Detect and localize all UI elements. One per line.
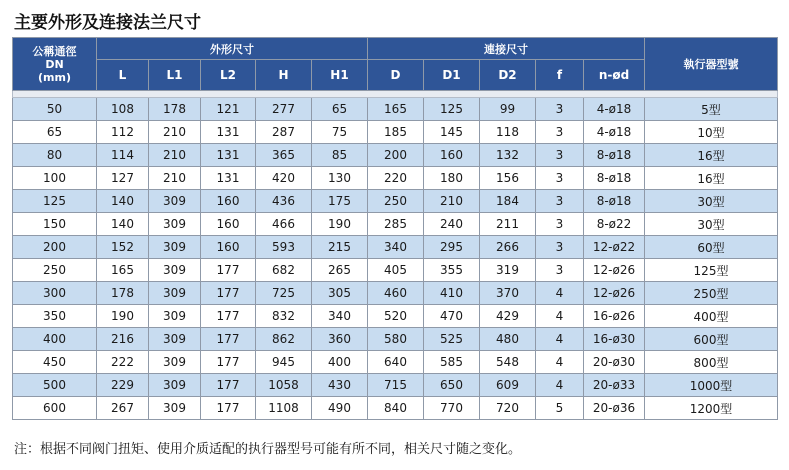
table-cell: 180: [424, 167, 480, 190]
table-cell: 305: [312, 282, 368, 305]
table-cell: 3: [536, 144, 584, 167]
table-cell: 75: [312, 121, 368, 144]
table-cell: 130: [312, 167, 368, 190]
table-cell: 370: [480, 282, 536, 305]
table-cell: 600型: [645, 328, 778, 351]
header-col-d2: D2: [480, 60, 536, 91]
table-cell: 210: [149, 167, 201, 190]
table-cell: 190: [312, 213, 368, 236]
table-cell: 131: [201, 167, 256, 190]
table-cell: 210: [149, 144, 201, 167]
table-cell: 460: [368, 282, 424, 305]
table-cell: 309: [149, 351, 201, 374]
table-cell: 400: [13, 328, 97, 351]
table-cell: 160: [424, 144, 480, 167]
table-cell: 715: [368, 374, 424, 397]
table-cell: 725: [256, 282, 312, 305]
table-cell: 250型: [645, 282, 778, 305]
table-cell: 309: [149, 190, 201, 213]
table-cell: 20-ø36: [584, 397, 645, 420]
table-cell: 8-ø18: [584, 167, 645, 190]
table-cell: 165: [97, 259, 149, 282]
table-row: [13, 351, 778, 374]
table-cell: 118: [480, 121, 536, 144]
table-row: [13, 236, 778, 259]
table-cell: 50: [13, 98, 97, 121]
table-cell: 265: [312, 259, 368, 282]
table-cell: 125: [424, 98, 480, 121]
header-col-d1: D1: [424, 60, 480, 91]
table-row: [13, 305, 778, 328]
header-col-d: D: [368, 60, 424, 91]
table-cell: 177: [201, 374, 256, 397]
table-cell: 309: [149, 236, 201, 259]
header-col-f: f: [536, 60, 584, 91]
table-cell: 266: [480, 236, 536, 259]
table-cell: 131: [201, 121, 256, 144]
table-cell: 140: [97, 190, 149, 213]
table-cell: 609: [480, 374, 536, 397]
table-cell: 165: [368, 98, 424, 121]
table-cell: 177: [201, 282, 256, 305]
table-cell: 1000型: [645, 374, 778, 397]
table-cell: 30型: [645, 190, 778, 213]
page-title: 主要外形及连接法兰尺寸: [14, 13, 201, 33]
table-cell: 20-ø33: [584, 374, 645, 397]
table-row: [13, 374, 778, 397]
table-cell: 145: [424, 121, 480, 144]
footnote: 注：根据不同阀门扭矩、使用介质适配的执行器型号可能有所不同，相关尺寸随之变化。: [14, 442, 522, 457]
header-dn-line1: 公稱通徑: [32, 44, 77, 58]
table-cell: 309: [149, 259, 201, 282]
table-cell: 229: [97, 374, 149, 397]
table-row: [13, 190, 778, 213]
table-cell: 490: [312, 397, 368, 420]
table-cell: 16型: [645, 144, 778, 167]
table-cell: 466: [256, 213, 312, 236]
table-cell: 295: [424, 236, 480, 259]
table-cell: 287: [256, 121, 312, 144]
table-cell: 114: [97, 144, 149, 167]
table-cell: 277: [256, 98, 312, 121]
table-cell: 250: [13, 259, 97, 282]
table-cell: 420: [256, 167, 312, 190]
table-cell: 160: [201, 190, 256, 213]
table-cell: 200: [368, 144, 424, 167]
table-cell: 211: [480, 213, 536, 236]
table-cell: 450: [13, 351, 97, 374]
header-dn: [13, 38, 97, 91]
table-cell: 99: [480, 98, 536, 121]
header-outline-group: 外形尺寸: [97, 38, 368, 60]
table-cell: 436: [256, 190, 312, 213]
header-col-h: H: [256, 60, 312, 91]
table-cell: 152: [97, 236, 149, 259]
table-cell: 177: [201, 351, 256, 374]
table-cell: 200: [13, 236, 97, 259]
table-cell: 800型: [645, 351, 778, 374]
table-row: [13, 328, 778, 351]
table-cell: 365: [256, 144, 312, 167]
table-row: [13, 213, 778, 236]
table-cell: 682: [256, 259, 312, 282]
table-cell: 3: [536, 236, 584, 259]
table-cell: 175: [312, 190, 368, 213]
table-cell: 580: [368, 328, 424, 351]
header-col-l1: L1: [149, 60, 201, 91]
table-cell: 720: [480, 397, 536, 420]
table-cell: 85: [312, 144, 368, 167]
table-cell: 178: [149, 98, 201, 121]
table-cell: 3: [536, 121, 584, 144]
table-cell: 862: [256, 328, 312, 351]
table-cell: 215: [312, 236, 368, 259]
table-cell: 222: [97, 351, 149, 374]
table-row: [13, 121, 778, 144]
table-cell: 400型: [645, 305, 778, 328]
table-cell: 3: [536, 259, 584, 282]
table-row: [13, 397, 778, 420]
table-cell: 125: [13, 190, 97, 213]
table-cell: 4: [536, 374, 584, 397]
table-cell: 410: [424, 282, 480, 305]
table-cell: 5: [536, 397, 584, 420]
table-cell: 840: [368, 397, 424, 420]
table-cell: 30型: [645, 213, 778, 236]
table-cell: 585: [424, 351, 480, 374]
table-cell: 4-ø18: [584, 121, 645, 144]
header-dn-line3: (mm): [38, 70, 71, 84]
dimension-table: [12, 37, 778, 420]
table-cell: 16-ø26: [584, 305, 645, 328]
table-cell: 309: [149, 213, 201, 236]
table-cell: 650: [424, 374, 480, 397]
table-cell: 593: [256, 236, 312, 259]
table-cell: 177: [201, 305, 256, 328]
table-cell: 184: [480, 190, 536, 213]
table-cell: 8-ø18: [584, 190, 645, 213]
table-cell: 400: [312, 351, 368, 374]
table-cell: 8-ø22: [584, 213, 645, 236]
table-cell: 1058: [256, 374, 312, 397]
table-row: [13, 144, 778, 167]
header-spacer-row: [13, 91, 778, 98]
table-cell: 430: [312, 374, 368, 397]
table-cell: 16型: [645, 167, 778, 190]
table-cell: 80: [13, 144, 97, 167]
table-cell: 4: [536, 282, 584, 305]
header-col-l2: L2: [201, 60, 256, 91]
table-cell: 177: [201, 259, 256, 282]
table-cell: 309: [149, 374, 201, 397]
header-actuator: 執行器型號: [645, 38, 778, 91]
table-cell: 548: [480, 351, 536, 374]
table-cell: 16-ø30: [584, 328, 645, 351]
table-cell: 131: [201, 144, 256, 167]
table-cell: 20-ø30: [584, 351, 645, 374]
table-cell: 470: [424, 305, 480, 328]
table-cell: 285: [368, 213, 424, 236]
table-cell: 3: [536, 98, 584, 121]
table-cell: 600: [13, 397, 97, 420]
table-row: [13, 282, 778, 305]
header-col-l: L: [97, 60, 149, 91]
table-cell: 12-ø26: [584, 259, 645, 282]
table-cell: 210: [149, 121, 201, 144]
table-cell: 3: [536, 213, 584, 236]
table-cell: 178: [97, 282, 149, 305]
table-cell: 267: [97, 397, 149, 420]
table-cell: 300: [13, 282, 97, 305]
table-cell: 216: [97, 328, 149, 351]
table-cell: 360: [312, 328, 368, 351]
table-cell: 429: [480, 305, 536, 328]
table-cell: 132: [480, 144, 536, 167]
table-row: [13, 259, 778, 282]
table-cell: 100: [13, 167, 97, 190]
table-cell: 125型: [645, 259, 778, 282]
table-cell: 177: [201, 397, 256, 420]
table-row: [13, 167, 778, 190]
table-cell: 3: [536, 190, 584, 213]
table-cell: 8-ø18: [584, 144, 645, 167]
table-cell: 4: [536, 328, 584, 351]
table-cell: 309: [149, 305, 201, 328]
table-cell: 832: [256, 305, 312, 328]
table-cell: 12-ø26: [584, 282, 645, 305]
table-cell: 112: [97, 121, 149, 144]
table-cell: 309: [149, 397, 201, 420]
table-cell: 210: [424, 190, 480, 213]
table-cell: 4: [536, 305, 584, 328]
spacer-cell: [13, 91, 778, 98]
table-cell: 10型: [645, 121, 778, 144]
table-cell: 5型: [645, 98, 778, 121]
table-cell: 108: [97, 98, 149, 121]
table-cell: 4: [536, 351, 584, 374]
table-cell: 520: [368, 305, 424, 328]
table-cell: 945: [256, 351, 312, 374]
table-cell: 355: [424, 259, 480, 282]
table-cell: 185: [368, 121, 424, 144]
table-cell: 160: [201, 213, 256, 236]
table-row: [13, 98, 778, 121]
table-cell: 309: [149, 282, 201, 305]
table-cell: 150: [13, 213, 97, 236]
header-col-nd: n-ød: [584, 60, 645, 91]
table-cell: 156: [480, 167, 536, 190]
header-dn-line2: DN: [45, 57, 64, 71]
header-connect-group: 連接尺寸: [368, 38, 645, 60]
table-cell: 140: [97, 213, 149, 236]
table-cell: 525: [424, 328, 480, 351]
table-cell: 319: [480, 259, 536, 282]
table-cell: 240: [424, 213, 480, 236]
table-cell: 190: [97, 305, 149, 328]
table-cell: 500: [13, 374, 97, 397]
table-cell: 3: [536, 167, 584, 190]
table-cell: 177: [201, 328, 256, 351]
table-cell: 350: [13, 305, 97, 328]
table-cell: 65: [312, 98, 368, 121]
table-cell: 65: [13, 121, 97, 144]
table-cell: 160: [201, 236, 256, 259]
table-cell: 770: [424, 397, 480, 420]
header-col-h1: H1: [312, 60, 368, 91]
table-cell: 405: [368, 259, 424, 282]
table-cell: 4-ø18: [584, 98, 645, 121]
table-cell: 640: [368, 351, 424, 374]
table-cell: 340: [368, 236, 424, 259]
table-cell: 250: [368, 190, 424, 213]
table-cell: 309: [149, 328, 201, 351]
table-cell: 60型: [645, 236, 778, 259]
table-cell: 340: [312, 305, 368, 328]
table-cell: 127: [97, 167, 149, 190]
table-cell: 1200型: [645, 397, 778, 420]
table-cell: 121: [201, 98, 256, 121]
table-cell: 220: [368, 167, 424, 190]
table-cell: 12-ø22: [584, 236, 645, 259]
table-cell: 480: [480, 328, 536, 351]
table-cell: 1108: [256, 397, 312, 420]
